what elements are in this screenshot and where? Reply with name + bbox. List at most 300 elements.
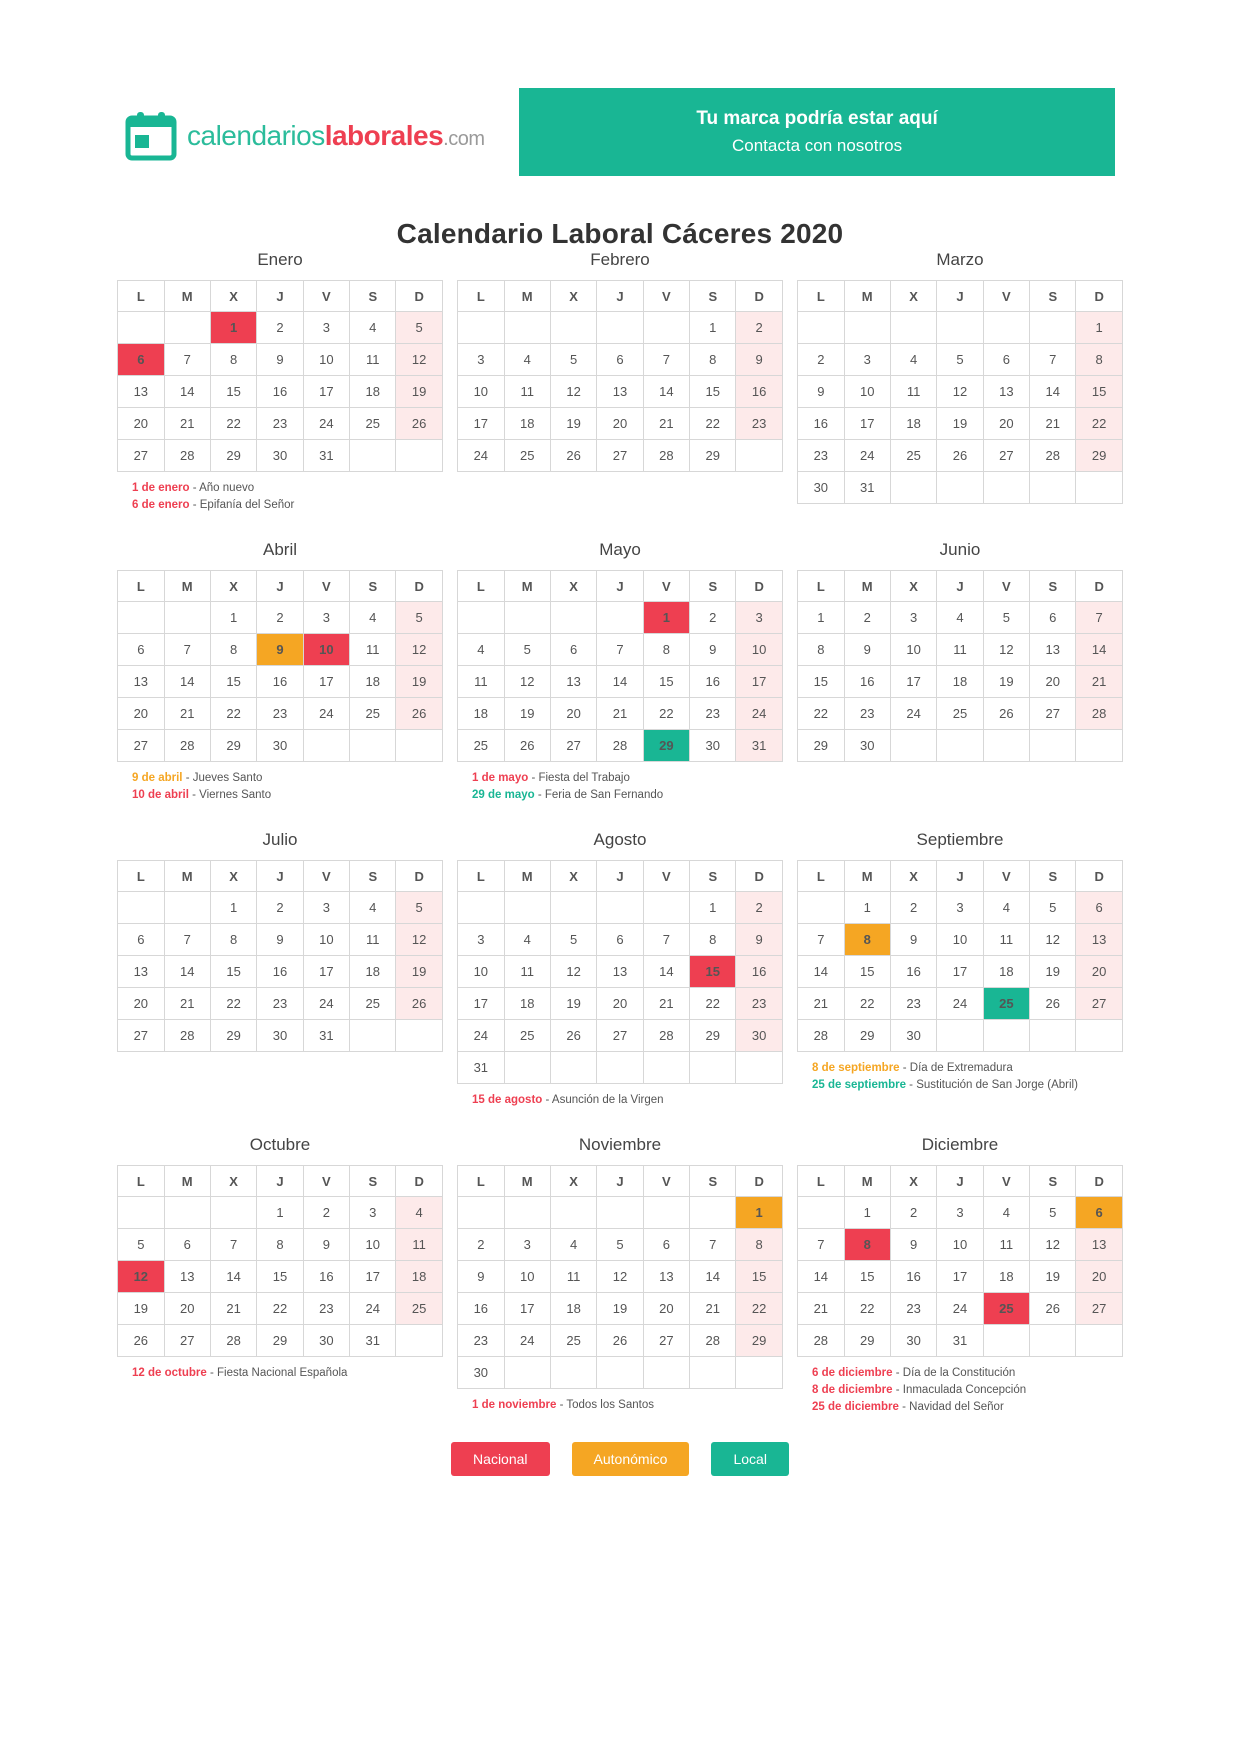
holiday-note-text: - Fiesta del Trabajo xyxy=(528,772,630,784)
day-cell-sunday: 6 xyxy=(1076,892,1122,924)
day-cell: 1 xyxy=(690,892,736,924)
day-cell: 17 xyxy=(303,956,349,988)
day-cell: 6 xyxy=(118,634,164,666)
holiday-note xyxy=(472,770,790,787)
day-cell-sunday: 30 xyxy=(736,1020,782,1052)
weekday-header-cell: S xyxy=(690,281,736,312)
day-cell: 29 xyxy=(690,440,736,472)
day-cell: 4 xyxy=(458,634,504,666)
day-cell: 8 xyxy=(210,634,256,666)
empty-cell xyxy=(1076,730,1122,762)
day-cell: 9 xyxy=(690,634,736,666)
month-title: Septiembre xyxy=(916,830,1004,849)
day-cell: 16 xyxy=(257,376,303,408)
holiday-note-date: 8 de diciembre xyxy=(812,1384,893,1396)
day-cell-sunday: 19 xyxy=(396,956,442,988)
day-cell: 7 xyxy=(798,924,844,956)
week-row xyxy=(118,344,443,376)
day-cell: 15 xyxy=(210,956,256,988)
day-cell: 26 xyxy=(983,698,1029,730)
site-logo[interactable] xyxy=(125,88,519,162)
holiday-note-text: - Fiesta Nacional Española xyxy=(206,1367,348,1379)
day-cell: 27 xyxy=(118,1020,164,1052)
day-cell: 20 xyxy=(597,408,643,440)
day-cell: 8 xyxy=(690,344,736,376)
day-cell: 9 xyxy=(844,634,890,666)
day-cell: 7 xyxy=(643,344,689,376)
day-cell-holiday-autonomico: 8 xyxy=(844,924,890,956)
day-cell: 4 xyxy=(550,1229,596,1261)
day-cell: 25 xyxy=(890,440,936,472)
week-row xyxy=(118,956,443,988)
day-cell: 18 xyxy=(504,408,550,440)
weekday-header-cell: V xyxy=(643,1166,689,1197)
month-block xyxy=(790,1135,1130,1416)
day-cell: 29 xyxy=(210,1020,256,1052)
day-cell: 7 xyxy=(643,924,689,956)
empty-cell xyxy=(303,730,349,762)
empty-cell xyxy=(1030,472,1076,504)
day-cell-sunday: 24 xyxy=(736,698,782,730)
weekday-header-cell: J xyxy=(257,1166,303,1197)
weekday-header-cell: D xyxy=(736,571,782,602)
weekday-header-cell: L xyxy=(458,861,504,892)
month-title: Marzo xyxy=(936,250,984,269)
weekday-header-cell: S xyxy=(690,1166,736,1197)
day-cell: 25 xyxy=(350,988,396,1020)
day-cell: 4 xyxy=(937,602,983,634)
day-cell-sunday: 17 xyxy=(736,666,782,698)
day-cell: 24 xyxy=(303,988,349,1020)
day-cell: 14 xyxy=(798,956,844,988)
week-row xyxy=(458,1261,783,1293)
week-row xyxy=(798,1325,1123,1357)
weekday-header-cell: L xyxy=(458,1166,504,1197)
day-cell: 15 xyxy=(257,1261,303,1293)
day-cell: 2 xyxy=(303,1197,349,1229)
day-cell: 21 xyxy=(643,408,689,440)
holiday-note xyxy=(472,787,790,804)
week-row xyxy=(458,956,783,988)
week-row xyxy=(118,1020,443,1052)
day-cell: 13 xyxy=(550,666,596,698)
day-cell: 25 xyxy=(350,698,396,730)
empty-cell xyxy=(458,312,504,344)
day-cell: 2 xyxy=(458,1229,504,1261)
day-cell: 17 xyxy=(458,408,504,440)
holiday-note xyxy=(132,787,450,804)
day-cell: 6 xyxy=(983,344,1029,376)
day-cell-sunday: 2 xyxy=(736,312,782,344)
day-cell-holiday-nacional: 6 xyxy=(118,344,164,376)
day-cell-sunday: 5 xyxy=(396,892,442,924)
week-row xyxy=(118,1197,443,1229)
day-cell: 19 xyxy=(983,666,1029,698)
weekday-header-cell: D xyxy=(736,1166,782,1197)
weekday-header-cell: J xyxy=(937,1166,983,1197)
day-cell: 16 xyxy=(798,408,844,440)
holiday-note-text: - Jueves Santo xyxy=(182,772,263,784)
day-cell: 12 xyxy=(1030,1229,1076,1261)
day-cell: 15 xyxy=(798,666,844,698)
day-cell: 6 xyxy=(118,924,164,956)
day-cell: 25 xyxy=(504,1020,550,1052)
month-notes xyxy=(132,480,450,514)
week-row xyxy=(118,376,443,408)
day-cell: 23 xyxy=(257,408,303,440)
day-cell: 3 xyxy=(937,892,983,924)
day-cell: 19 xyxy=(504,698,550,730)
week-row xyxy=(118,1261,443,1293)
day-cell: 5 xyxy=(1030,892,1076,924)
day-cell: 7 xyxy=(597,634,643,666)
day-cell: 11 xyxy=(504,956,550,988)
day-cell-sunday: 8 xyxy=(1076,344,1122,376)
holiday-note-text: - Epifanía del Señor xyxy=(189,499,295,511)
day-cell: 2 xyxy=(257,312,303,344)
day-cell-sunday: 29 xyxy=(736,1325,782,1357)
day-cell: 20 xyxy=(118,698,164,730)
day-cell: 22 xyxy=(210,988,256,1020)
weekday-header-row xyxy=(118,861,443,892)
empty-cell xyxy=(983,312,1029,344)
day-cell: 16 xyxy=(690,666,736,698)
weekday-header-cell: M xyxy=(504,861,550,892)
week-row xyxy=(118,924,443,956)
weekday-header-cell: X xyxy=(210,861,256,892)
day-cell: 21 xyxy=(164,698,210,730)
day-cell: 1 xyxy=(257,1197,303,1229)
weekday-header-cell: V xyxy=(303,571,349,602)
week-row xyxy=(458,1357,783,1389)
day-cell: 21 xyxy=(643,988,689,1020)
empty-cell xyxy=(937,312,983,344)
ad-banner[interactable] xyxy=(519,88,1115,176)
weekday-header-cell: D xyxy=(396,281,442,312)
empty-cell xyxy=(350,730,396,762)
empty-cell xyxy=(643,1357,689,1389)
holiday-note xyxy=(472,1397,790,1414)
weekday-header-cell: L xyxy=(118,1166,164,1197)
weekday-header-cell: X xyxy=(890,571,936,602)
day-cell-holiday-autonomico: 9 xyxy=(257,634,303,666)
day-cell: 2 xyxy=(690,602,736,634)
page-title: Calendario Laboral Cáceres 2020 xyxy=(396,218,844,249)
day-cell: 11 xyxy=(983,1229,1029,1261)
day-cell: 10 xyxy=(937,924,983,956)
day-cell: 10 xyxy=(303,344,349,376)
weekday-header-cell: D xyxy=(1076,861,1122,892)
empty-cell xyxy=(983,1325,1029,1357)
day-cell: 18 xyxy=(983,1261,1029,1293)
day-cell: 26 xyxy=(550,440,596,472)
day-cell: 5 xyxy=(550,924,596,956)
day-cell-holiday-nacional: 8 xyxy=(844,1229,890,1261)
weekday-header-cell: D xyxy=(736,861,782,892)
day-cell: 14 xyxy=(597,666,643,698)
weekday-header-cell: S xyxy=(1030,1166,1076,1197)
weekday-header-cell: X xyxy=(550,281,596,312)
day-cell: 21 xyxy=(164,988,210,1020)
day-cell: 1 xyxy=(844,892,890,924)
weekday-header-cell: S xyxy=(690,861,736,892)
day-cell: 18 xyxy=(504,988,550,1020)
day-cell: 18 xyxy=(350,376,396,408)
day-cell: 10 xyxy=(937,1229,983,1261)
day-cell: 27 xyxy=(597,1020,643,1052)
day-cell: 29 xyxy=(798,730,844,762)
week-row xyxy=(798,1020,1123,1052)
weekday-header-cell: J xyxy=(257,571,303,602)
month-table xyxy=(457,1165,783,1389)
day-cell: 29 xyxy=(844,1020,890,1052)
holiday-note-date: 6 de enero xyxy=(132,499,190,511)
empty-cell xyxy=(736,1357,782,1389)
day-cell: 6 xyxy=(164,1229,210,1261)
holiday-note-date: 1 de enero xyxy=(132,482,190,494)
day-cell: 14 xyxy=(1030,376,1076,408)
day-cell: 14 xyxy=(164,666,210,698)
day-cell: 29 xyxy=(210,440,256,472)
weekday-header-row xyxy=(798,571,1123,602)
day-cell-sunday: 11 xyxy=(396,1229,442,1261)
day-cell: 26 xyxy=(550,1020,596,1052)
day-cell: 2 xyxy=(890,892,936,924)
day-cell: 9 xyxy=(257,344,303,376)
day-cell-sunday: 4 xyxy=(396,1197,442,1229)
day-cell: 12 xyxy=(550,376,596,408)
month-title: Mayo xyxy=(599,540,641,559)
day-cell: 20 xyxy=(164,1293,210,1325)
weekday-header-cell: L xyxy=(798,861,844,892)
day-cell-sunday: 15 xyxy=(1076,376,1122,408)
day-cell: 1 xyxy=(844,1197,890,1229)
weekday-header-cell: S xyxy=(350,281,396,312)
weekday-header-cell: V xyxy=(643,281,689,312)
weekday-header-cell: J xyxy=(937,281,983,312)
week-row xyxy=(458,344,783,376)
day-cell: 13 xyxy=(597,956,643,988)
day-cell: 27 xyxy=(164,1325,210,1357)
day-cell: 17 xyxy=(303,666,349,698)
weekday-header-cell: J xyxy=(597,1166,643,1197)
day-cell: 28 xyxy=(643,1020,689,1052)
day-cell: 10 xyxy=(303,924,349,956)
empty-cell xyxy=(597,1197,643,1229)
day-cell-sunday: 5 xyxy=(396,602,442,634)
week-row xyxy=(798,924,1123,956)
day-cell: 9 xyxy=(890,924,936,956)
month-block xyxy=(110,540,450,804)
week-row xyxy=(118,440,443,472)
week-row xyxy=(458,924,783,956)
day-cell-holiday-nacional: 15 xyxy=(690,956,736,988)
week-row xyxy=(458,408,783,440)
day-cell: 11 xyxy=(350,344,396,376)
weekday-header-cell: M xyxy=(164,571,210,602)
week-row xyxy=(798,698,1123,730)
holiday-note-date: 25 de septiembre xyxy=(812,1079,906,1091)
day-cell: 26 xyxy=(937,440,983,472)
holiday-note-text: - Día de Extremadura xyxy=(899,1062,1013,1074)
day-cell: 24 xyxy=(937,1293,983,1325)
weekday-header-cell: V xyxy=(643,571,689,602)
day-cell-sunday: 28 xyxy=(1076,698,1122,730)
day-cell: 15 xyxy=(844,956,890,988)
month-table xyxy=(117,280,443,472)
day-cell: 23 xyxy=(458,1325,504,1357)
empty-cell xyxy=(504,312,550,344)
weekday-header-cell: S xyxy=(350,861,396,892)
month-table xyxy=(797,860,1123,1052)
holiday-note-date: 1 de mayo xyxy=(472,772,529,784)
day-cell: 11 xyxy=(550,1261,596,1293)
day-cell: 4 xyxy=(983,1197,1029,1229)
day-cell: 24 xyxy=(458,1020,504,1052)
day-cell: 6 xyxy=(597,344,643,376)
day-cell: 24 xyxy=(890,698,936,730)
day-cell: 24 xyxy=(303,698,349,730)
day-cell: 16 xyxy=(890,1261,936,1293)
holiday-note xyxy=(132,480,450,497)
day-cell: 4 xyxy=(983,892,1029,924)
day-cell: 8 xyxy=(210,344,256,376)
day-cell: 3 xyxy=(844,344,890,376)
empty-cell xyxy=(937,472,983,504)
day-cell: 27 xyxy=(1030,698,1076,730)
day-cell: 5 xyxy=(504,634,550,666)
weekday-header-cell: S xyxy=(350,1166,396,1197)
day-cell: 25 xyxy=(350,408,396,440)
legend-autonomico: Autonómico xyxy=(572,1442,690,1476)
holiday-note-date: 10 de abril xyxy=(132,789,189,801)
day-cell: 23 xyxy=(890,1293,936,1325)
day-cell: 13 xyxy=(643,1261,689,1293)
weekday-header-cell: S xyxy=(1030,571,1076,602)
day-cell: 19 xyxy=(550,988,596,1020)
day-cell: 29 xyxy=(690,1020,736,1052)
week-row xyxy=(118,698,443,730)
holiday-note-date: 15 de agosto xyxy=(472,1094,543,1106)
day-cell: 5 xyxy=(597,1229,643,1261)
day-cell: 6 xyxy=(597,924,643,956)
empty-cell xyxy=(550,1357,596,1389)
weekday-header-cell: J xyxy=(257,281,303,312)
empty-cell xyxy=(983,730,1029,762)
weekday-header-cell: J xyxy=(597,861,643,892)
weekday-header-cell: M xyxy=(164,861,210,892)
week-row xyxy=(798,956,1123,988)
day-cell: 5 xyxy=(937,344,983,376)
weekday-header-cell: M xyxy=(504,1166,550,1197)
day-cell-holiday-autonomico: 1 xyxy=(736,1197,782,1229)
week-row xyxy=(458,892,783,924)
day-cell: 7 xyxy=(164,344,210,376)
day-cell-sunday: 7 xyxy=(1076,602,1122,634)
day-cell-sunday: 18 xyxy=(396,1261,442,1293)
logo-text xyxy=(187,120,485,152)
day-cell-sunday: 21 xyxy=(1076,666,1122,698)
empty-cell xyxy=(597,602,643,634)
weekday-header-row xyxy=(458,281,783,312)
day-cell: 22 xyxy=(690,408,736,440)
day-cell: 18 xyxy=(890,408,936,440)
day-cell: 23 xyxy=(303,1293,349,1325)
day-cell: 17 xyxy=(937,1261,983,1293)
week-row xyxy=(458,1197,783,1229)
day-cell: 8 xyxy=(690,924,736,956)
weekday-header-cell: M xyxy=(504,571,550,602)
day-cell: 2 xyxy=(257,602,303,634)
legend-nacional: Nacional xyxy=(451,1442,549,1476)
day-cell: 25 xyxy=(550,1325,596,1357)
day-cell: 11 xyxy=(350,924,396,956)
day-cell: 3 xyxy=(458,344,504,376)
day-cell: 14 xyxy=(643,956,689,988)
month-notes xyxy=(472,1397,790,1414)
empty-cell xyxy=(690,1357,736,1389)
day-cell: 30 xyxy=(257,730,303,762)
day-cell: 19 xyxy=(1030,956,1076,988)
day-cell: 5 xyxy=(983,602,1029,634)
holiday-note-date: 1 de noviembre xyxy=(472,1399,557,1411)
day-cell-sunday: 13 xyxy=(1076,924,1122,956)
day-cell: 2 xyxy=(798,344,844,376)
day-cell-holiday-nacional: 12 xyxy=(118,1261,164,1293)
day-cell: 15 xyxy=(690,376,736,408)
empty-cell xyxy=(550,892,596,924)
week-row xyxy=(458,312,783,344)
day-cell: 23 xyxy=(844,698,890,730)
weekday-header-cell: L xyxy=(798,1166,844,1197)
day-cell: 14 xyxy=(690,1261,736,1293)
day-cell: 10 xyxy=(504,1261,550,1293)
week-row xyxy=(798,892,1123,924)
day-cell: 1 xyxy=(210,602,256,634)
day-cell: 19 xyxy=(597,1293,643,1325)
day-cell: 6 xyxy=(1030,602,1076,634)
day-cell: 23 xyxy=(690,698,736,730)
day-cell: 11 xyxy=(890,376,936,408)
day-cell: 22 xyxy=(257,1293,303,1325)
month-block xyxy=(110,1135,450,1416)
month-title: Noviembre xyxy=(578,1135,662,1154)
holiday-note-date: 6 de diciembre xyxy=(812,1367,893,1379)
day-cell: 16 xyxy=(257,666,303,698)
weekday-header-cell: J xyxy=(937,571,983,602)
day-cell: 12 xyxy=(983,634,1029,666)
month-notes xyxy=(812,1060,1130,1094)
day-cell: 16 xyxy=(458,1293,504,1325)
day-cell: 28 xyxy=(643,440,689,472)
day-cell-sunday: 27 xyxy=(1076,1293,1122,1325)
day-cell: 18 xyxy=(550,1293,596,1325)
day-cell: 27 xyxy=(550,730,596,762)
empty-cell xyxy=(550,1052,596,1084)
day-cell: 29 xyxy=(210,730,256,762)
day-cell: 26 xyxy=(1030,1293,1076,1325)
weekday-header-row xyxy=(118,281,443,312)
empty-cell xyxy=(164,892,210,924)
empty-cell xyxy=(890,312,936,344)
day-cell: 13 xyxy=(597,376,643,408)
weekday-header-cell: J xyxy=(597,571,643,602)
weekday-header-cell: X xyxy=(210,1166,256,1197)
day-cell-sunday: 26 xyxy=(396,698,442,730)
holiday-note xyxy=(812,1399,1130,1416)
day-cell: 16 xyxy=(844,666,890,698)
empty-cell xyxy=(396,440,442,472)
